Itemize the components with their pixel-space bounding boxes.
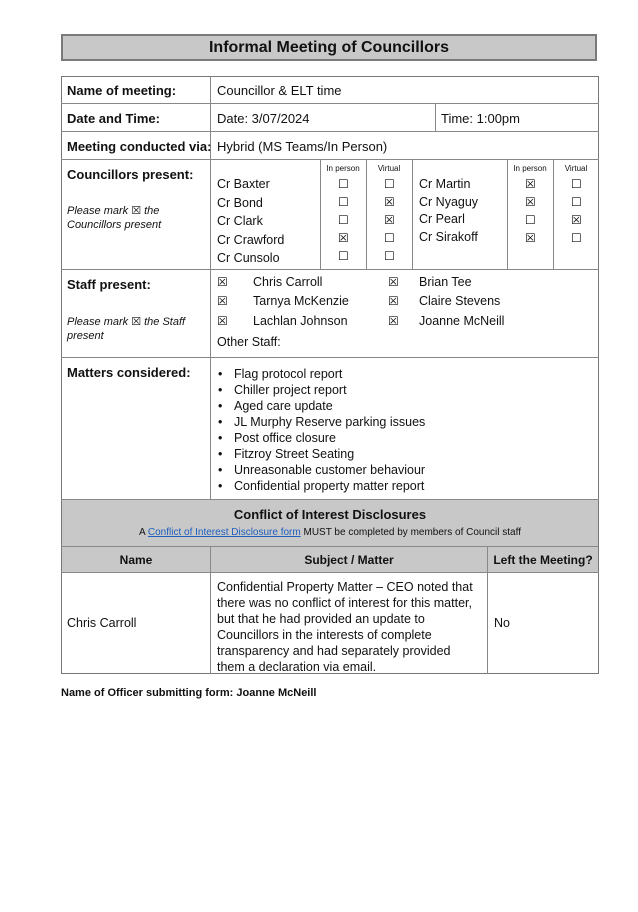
staff-name: Claire Stevens (419, 294, 501, 308)
meeting-name-value: Councillor & ELT time (217, 83, 342, 98)
councillor-name: Cr Crawford (217, 233, 285, 247)
councillor-name: Cr Nyaguy (419, 195, 479, 209)
councillors-note: Please mark ☒ the Councillors present (67, 205, 162, 231)
column-divider (412, 159, 413, 269)
submitting-officer: Name of Officer submitting form: Joanne McNeill (61, 687, 317, 699)
col-virtual: Virtual (564, 164, 588, 173)
column-divider (553, 159, 554, 269)
coi-col-subject: Subject / Matter (304, 553, 394, 567)
row-divider (61, 357, 599, 358)
list-item: • JL Murphy Reserve parking issues (216, 414, 425, 430)
column-divider (320, 159, 321, 269)
coi-form-link[interactable]: Conflict of Interest Disclosure form (147, 527, 301, 538)
in-person-checkbox[interactable]: ☒ (525, 231, 536, 245)
col-in-person: In person (326, 164, 360, 173)
staff-checkbox[interactable]: ☒ (217, 314, 228, 328)
in-person-checkbox[interactable]: ☒ (525, 195, 536, 209)
staff-checkbox[interactable]: ☒ (388, 314, 399, 328)
coi-note-suffix: MUST be completed by members of Council staff (300, 527, 521, 538)
in-person-checkbox[interactable]: ☐ (338, 195, 349, 209)
staff-name: Brian Tee (419, 275, 472, 289)
staff-name: Chris Carroll (253, 275, 323, 289)
staff-label: Staff present: (67, 277, 151, 292)
matters-label: Matters considered: (67, 365, 191, 380)
councillor-name: Cr Sirakoff (419, 230, 478, 244)
councillor-name: Cr Clark (217, 214, 263, 228)
row-divider (61, 159, 599, 160)
in-person-checkbox[interactable]: ☐ (338, 249, 349, 263)
list-item: • Chiller project report (216, 382, 425, 398)
coi-row-left: No (494, 616, 510, 630)
staff-name: Tarnya McKenzie (253, 294, 349, 308)
conducted-via-label: Meeting conducted via: (67, 139, 212, 154)
staff-checkbox[interactable]: ☒ (217, 275, 228, 289)
col-in-person: In person (513, 164, 547, 173)
coi-col-name: Name (119, 553, 153, 567)
conducted-via-value: Hybrid (MS Teams/In Person) (217, 139, 388, 154)
virtual-checkbox[interactable]: ☒ (571, 213, 582, 227)
other-staff-label: Other Staff: (217, 335, 281, 349)
virtual-checkbox[interactable]: ☐ (571, 177, 582, 191)
column-divider (507, 159, 508, 269)
col-virtual: Virtual (377, 164, 401, 173)
coi-note-prefix: A (138, 527, 148, 538)
in-person-checkbox[interactable]: ☒ (525, 177, 536, 191)
staff-checkbox[interactable]: ☒ (217, 294, 228, 308)
in-person-checkbox[interactable]: ☐ (338, 177, 349, 191)
virtual-checkbox[interactable]: ☐ (571, 195, 582, 209)
virtual-checkbox[interactable]: ☒ (384, 213, 395, 227)
list-item: • Flag protocol report (216, 366, 425, 382)
virtual-checkbox[interactable]: ☐ (384, 249, 395, 263)
councillor-name: Cr Cunsolo (217, 251, 280, 265)
virtual-checkbox[interactable]: ☒ (384, 195, 395, 209)
page-title: Informal Meeting of Councillors (61, 34, 597, 61)
staff-note: Please mark ☒ the Staff present (67, 316, 186, 342)
date-value: Date: 3/07/2024 (217, 111, 310, 126)
date-time-label: Date and Time: (67, 111, 160, 126)
list-item: • Post office closure (216, 430, 425, 446)
list-item: • Fitzroy Street Seating (216, 446, 425, 462)
meeting-name-label: Name of meeting: (67, 83, 177, 98)
staff-checkbox[interactable]: ☒ (388, 275, 399, 289)
list-item: • Confidential property matter report (216, 478, 425, 494)
councillor-name: Cr Martin (419, 177, 471, 191)
staff-name: Joanne McNeill (419, 314, 505, 328)
list-item: • Unreasonable customer behaviour (216, 462, 425, 478)
row-divider (61, 572, 599, 573)
time-value: Time: 1:00pm (441, 111, 520, 126)
virtual-checkbox[interactable]: ☐ (571, 231, 582, 245)
coi-col-left: Left the Meeting? (493, 553, 593, 567)
in-person-checkbox[interactable]: ☐ (338, 213, 349, 227)
councillor-name: Cr Pearl (419, 212, 465, 226)
staff-name: Lachlan Johnson (253, 314, 348, 328)
list-item: • Aged care update (216, 398, 425, 414)
coi-heading: Conflict of Interest Disclosures (233, 507, 427, 522)
in-person-checkbox[interactable]: ☐ (525, 213, 536, 227)
councillor-name: Cr Bond (217, 196, 263, 210)
row-divider (61, 131, 599, 132)
coi-row-subject: Confidential Property Matter – CEO noted that there was no conflict of interest for this matter, but that he had provided an update to Councillors in the interests of complete transparency and had separately provided them a declaration via email. (217, 580, 473, 674)
coi-note (62, 527, 598, 539)
coi-row-name: Chris Carroll (67, 616, 137, 630)
virtual-checkbox[interactable]: ☐ (384, 231, 395, 245)
row-divider (61, 103, 599, 104)
matters-list (216, 366, 425, 494)
in-person-checkbox[interactable]: ☒ (338, 231, 349, 245)
row-divider (61, 269, 599, 270)
councillor-name: Cr Baxter (217, 177, 270, 191)
councillors-label: Councillors present: (67, 167, 194, 182)
column-divider (435, 103, 436, 131)
column-divider (366, 159, 367, 269)
staff-checkbox[interactable]: ☒ (388, 294, 399, 308)
virtual-checkbox[interactable]: ☐ (384, 177, 395, 191)
